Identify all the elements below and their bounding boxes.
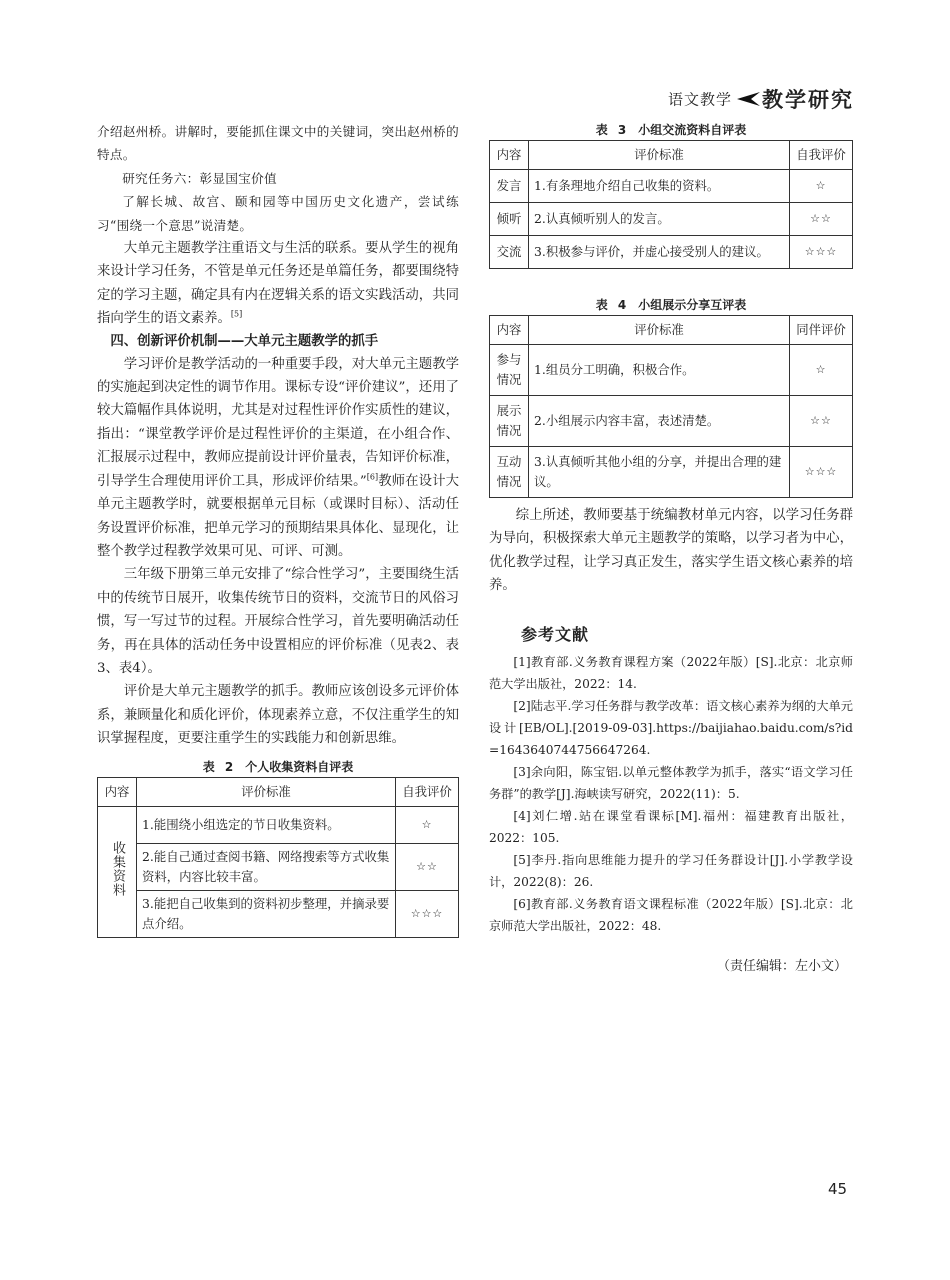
table-caption: 表 3 小组交流资料自评表 <box>595 123 747 137</box>
group-cell: 收集资料 <box>98 806 137 937</box>
criterion-cell: 1.有条理地介绍自己收集的资料。 <box>529 170 790 203</box>
paragraph: 评价是大单元主题教学的抓手。教师应该创设多元评价体系，兼顾量化和质化评价，体现素养立意，不仅注重学生的知识掌握程度，更要注重学生的实践能力和创新思维。 <box>97 684 459 747</box>
rating-cell: ☆☆☆ <box>396 890 459 937</box>
reference-item: [1]教育部.义务教育课程方案（2022年版）[S].北京：北京师范大学出版社，2022：14. <box>489 654 853 691</box>
arrow-left-icon <box>734 91 760 107</box>
conclusion-paragraph: 综上所述，教师要基于统编教材单元内容，以学习任务群为导向，积极探索大单元主题教学的策略，以学习者为中心，优化教学过程，让学习真正发生，落实学生语文核心素养的培养。 <box>489 508 853 594</box>
running-header <box>668 84 858 110</box>
paragraph: 介绍赵州桥。讲解时，要能抓住课文中的关键词，突出赵州桥的特点。 <box>97 124 459 163</box>
criterion-cell: 3.能把自己收集到的资料初步整理，并摘录要点介绍。 <box>137 890 396 937</box>
item-cell: 展示情况 <box>490 396 529 447</box>
criterion-cell: 1.能围绕小组选定的节日收集资料。 <box>137 806 396 843</box>
reference-item: [5]李丹.指向思维能力提升的学习任务群设计[J].小学教学设计，2022(8)：26. <box>489 852 853 889</box>
reference-item: [6]教育部.义务教育语文课程标准（2022年版）[S].北京：北京师范大学出版社，2022：48. <box>489 896 853 933</box>
citation: [5] <box>230 309 243 319</box>
criterion-cell: 2.认真倾听别人的发言。 <box>529 203 790 236</box>
task-title: 研究任务六：彰显国宝价值 <box>122 170 277 186</box>
rating-cell: ☆ <box>790 170 853 203</box>
paragraph: 学习评价是教学活动的一种重要手段，对大单元主题教学的实施起到决定性的调节作用。课标专设“评价建议”，还用了较大篇幅作具体说明，尤其是对过程性评价作实质性的建议，指出：“课堂教学评价是过程性评价的主渠道，在小组合作、汇报展示过程中，教师应提前设计评价量表，告知评价标准，引导学生合理使用评价工具，形成评价结果。”[6]教师在设计大单元主题教学时，就要根据单元目标（或课时目标）、活动任务设置评价标准，把单元学习的预期结果具体化、显现化，让整个教学过程教学效果可见、可评、可测。 <box>97 356 459 559</box>
rating-cell: ☆☆☆ <box>790 447 853 498</box>
table-caption: 表 2 个人收集资料自评表 <box>202 759 354 774</box>
criterion-cell: 2.小组展示内容丰富，表述清楚。 <box>529 396 790 447</box>
rating-cell: ☆ <box>790 345 853 396</box>
item-cell: 倾听 <box>490 203 529 236</box>
paragraph: 三年级下册第三单元安排了“综合性学习”，主要围绕生活中的传统节日展开，收集传统节日的资料，交流节日的风俗习惯，写一写过节的过程。开展综合性学习，首先要明确活动任务，再在具体的活动任务中设置相应的评价标准（见表2、表3、表4）。 <box>97 567 459 676</box>
rating-cell: ☆☆ <box>396 843 459 890</box>
references-title: 参考文献 <box>521 624 590 644</box>
reference-list <box>489 651 853 937</box>
table-4 <box>489 315 853 498</box>
reference-item: [2]陆志平.学习任务群与教学改革：语文核心素养为纲的大单元设计[EB/OL].[2019-09-03].https://baijiahao.baidu.com/s?id=1643640744756647264. <box>489 698 853 757</box>
section-heading: 四、创新评价机制——大单元主题教学的抓手 <box>110 333 379 349</box>
responsible-editor: （责任编辑：左小文） <box>716 958 847 974</box>
reference-item: [3]余向阳，陈宝铝.以单元整体教学为抓手，落实“语文学习任务群”的教学[J].海峡读写研究，2022(11)：5. <box>489 764 853 801</box>
page-number: 45 <box>828 1180 848 1198</box>
column-header: 评价标准 <box>137 777 396 806</box>
left-column <box>97 120 459 938</box>
journal-name: 语文教学 <box>668 90 733 109</box>
citation: [6] <box>366 472 379 482</box>
table-3 <box>489 140 853 269</box>
column-header: 同伴评价 <box>790 316 853 345</box>
column-name: 教学研究 <box>762 88 855 112</box>
column-header: 内容 <box>98 777 137 806</box>
paragraph: 大单元主题教学注重语文与生活的联系。要从学生的视角来设计学习任务，不管是单元任务还是单篇任务，都要围绕特定的学习主题，确定具有内在逻辑关系的语文实践活动，共同指向学生的语文素养。[5] <box>97 241 459 327</box>
reference-item: [4]刘仁增.站在课堂看课标[M].福州：福建教育出版社，2022：105. <box>489 808 853 845</box>
criterion-cell: 2.能自己通过查阅书籍、网络搜索等方式收集资料，内容比较丰富。 <box>137 843 396 890</box>
rating-cell: ☆☆ <box>790 203 853 236</box>
table-2 <box>97 777 459 938</box>
item-cell: 交流 <box>490 236 529 269</box>
rating-cell: ☆☆☆ <box>790 236 853 269</box>
table-caption: 表 4 小组展示分享互评表 <box>595 298 747 312</box>
rating-cell: ☆ <box>396 806 459 843</box>
item-cell: 互动情况 <box>490 447 529 498</box>
column-header: 自我评价 <box>396 777 459 806</box>
column-header: 内容 <box>490 316 529 345</box>
column-header: 内容 <box>490 141 529 170</box>
task-text: 了解长城、故宫、颐和园等中国历史文化遗产，尝试练习“围绕一个意思”说清楚。 <box>97 194 459 233</box>
column-header: 评价标准 <box>529 316 790 345</box>
column-header: 评价标准 <box>529 141 790 170</box>
criterion-cell: 3.认真倾听其他小组的分享，并提出合理的建议。 <box>529 447 790 498</box>
criterion-cell: 3.积极参与评价，并虚心接受别人的建议。 <box>529 236 790 269</box>
item-cell: 参与情况 <box>490 345 529 396</box>
right-column <box>489 120 853 974</box>
item-cell: 发言 <box>490 170 529 203</box>
column-header: 自我评价 <box>790 141 853 170</box>
rating-cell: ☆☆ <box>790 396 853 447</box>
criterion-cell: 1.组员分工明确，积极合作。 <box>529 345 790 396</box>
